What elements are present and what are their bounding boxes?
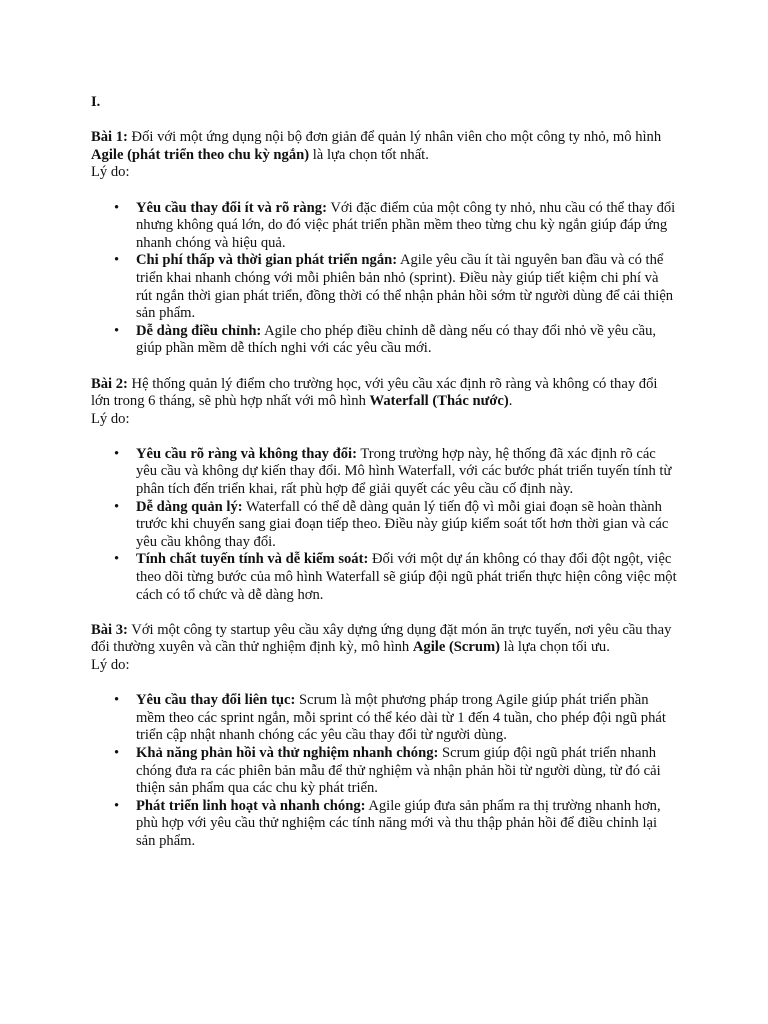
reason-list <box>91 692 678 850</box>
intro-text: Đối với một ứng dụng nội bộ đơn giản để quản lý nhân viên cho một công ty nhỏ, mô hình <box>127 129 662 146</box>
exercise-2-intro <box>91 376 678 411</box>
list-item <box>136 798 678 851</box>
item-title: Tính chất tuyến tính và dễ kiểm soát: <box>136 551 369 568</box>
item-title: Yêu cầu thay đổi liên tục: <box>136 692 296 709</box>
section-heading: I. <box>91 94 101 110</box>
item-title: Khả năng phản hồi và thử nghiệm nhanh chóng: <box>136 744 439 761</box>
item-title: Phát triển linh hoạt và nhanh chóng: <box>136 797 366 814</box>
exercise-1-intro <box>91 129 678 164</box>
exercise-label: Bài 2: <box>91 375 128 392</box>
reason-list <box>91 446 678 604</box>
intro-text: là lựa chọn tốt nhất. <box>309 146 429 163</box>
list-item <box>136 745 678 798</box>
item-text: Waterfall có thể dễ dàng quản lý tiến độ vì mỗi giai đoạn sẽ hoàn thành trước khi chuyển sang giai đoạn tiếp theo. Điều này giúp kiểm soát tốt hơn thời gian và các yêu cầu không thay đổi. <box>136 498 669 550</box>
list-item <box>136 200 678 253</box>
reason-label: Lý do: <box>91 164 130 181</box>
item-text: Với đặc điểm của một công ty nhỏ, nhu cầu có thể thay đổi nhưng không quá lớn, do đó việc phát triển phần mềm theo từng chu kỳ ngắn giúp đáp ứng nhanh chóng và hiệu quả. <box>136 199 676 251</box>
list-item <box>136 551 678 604</box>
model-name: Waterfall (Thác nước) <box>369 393 509 410</box>
item-title: Yêu cầu thay đổi ít và rõ ràng: <box>136 199 327 216</box>
item-text: Đối với một dự án không có thay đổi đột ngột, việc theo dõi từng bước của mô hình Waterfall sẽ giúp đội ngũ phát triển thực hiện công việc một cách có tổ chức và dễ dàng hơn. <box>136 551 677 603</box>
item-title: Yêu cầu rõ ràng và không thay đổi: <box>136 445 357 462</box>
list-item <box>136 446 678 499</box>
item-text: Scrum là một phương pháp trong Agile giúp phát triển phần mềm theo các sprint ngắn, mỗi sprint có thể kéo dài từ 1 đến 4 tuần, cho phép đội ngũ phát triển cập nhật nhanh chóng các yêu cầu thay đổi từ người dùng. <box>136 692 666 744</box>
exercise-label: Bài 1: <box>91 129 128 146</box>
list-item <box>136 323 678 358</box>
intro-text: là lựa chọn tối ưu. <box>500 639 610 656</box>
item-title: Chi phí thấp và thời gian phát triển ngắn: <box>136 252 398 269</box>
intro-text: . <box>508 393 513 410</box>
reason-list <box>91 200 678 358</box>
intro-text: Hệ thống quản lý điểm cho trường học, với yêu cầu xác định rõ ràng và không có thay đổi lớn trong 6 tháng, sẽ phù hợp nhất với mô hình <box>91 375 658 410</box>
reason-label: Lý do: <box>91 410 130 427</box>
item-text: Trong trường hợp này, hệ thống đã xác định rõ các yêu cầu và không dự kiến thay đổi. Mô hình Waterfall, với các bước phát triển tuyến tính từ phân tích đến triển khai, rất phù hợp để giải quyết các yêu cầu cố định này. <box>136 445 672 498</box>
exercise-label: Bài 3: <box>91 621 128 638</box>
item-text: Scrum giúp đội ngũ phát triển nhanh chóng đưa ra các phiên bản mẫu để thử nghiệm và nhận phản hồi từ người dùng, từ đó cải thiện sản phẩm qua các chu kỳ phát triển. <box>136 744 661 797</box>
reason-label: Lý do: <box>91 657 130 673</box>
list-item <box>136 692 678 745</box>
intro-text: Với một công ty startup yêu cầu xây dựng ứng dụng đặt món ăn trực tuyến, nơi yêu cầu thay đổi thường xuyên và cần thử nghiệm định kỳ, mô hình <box>91 621 672 656</box>
model-name: Agile (Scrum) <box>412 639 501 656</box>
item-text: Agile giúp đưa sản phẩm ra thị trường nhanh hơn, phù hợp với yêu cầu thử nghiệm các tính năng mới và thu thập phản hồi để điều chỉnh lại sản phẩm. <box>136 797 661 849</box>
exercise-3-intro <box>91 622 678 657</box>
list-item <box>136 252 678 322</box>
list-item <box>136 499 678 552</box>
model-name: Agile (phát triển theo chu kỳ ngắn) <box>91 146 310 163</box>
item-text: Agile cho phép điều chỉnh dễ dàng nếu có thay đổi nhỏ về yêu cầu, giúp phần mềm dễ thích nghi với các yêu cầu mới. <box>136 322 657 357</box>
item-text: Agile yêu cầu ít tài nguyên ban đầu và có thể triển khai nhanh chóng với mỗi phiên bản nhỏ (sprint). Điều này giúp tiết kiệm chi phí và rút ngắn thời gian phát triển, đồng thời có thể nhận phản hồi sớm từ người dùng để cải thiện sản phẩm. <box>136 252 674 322</box>
item-title: Dễ dàng điều chỉnh: <box>136 322 262 339</box>
item-title: Dễ dàng quản lý: <box>136 498 243 515</box>
